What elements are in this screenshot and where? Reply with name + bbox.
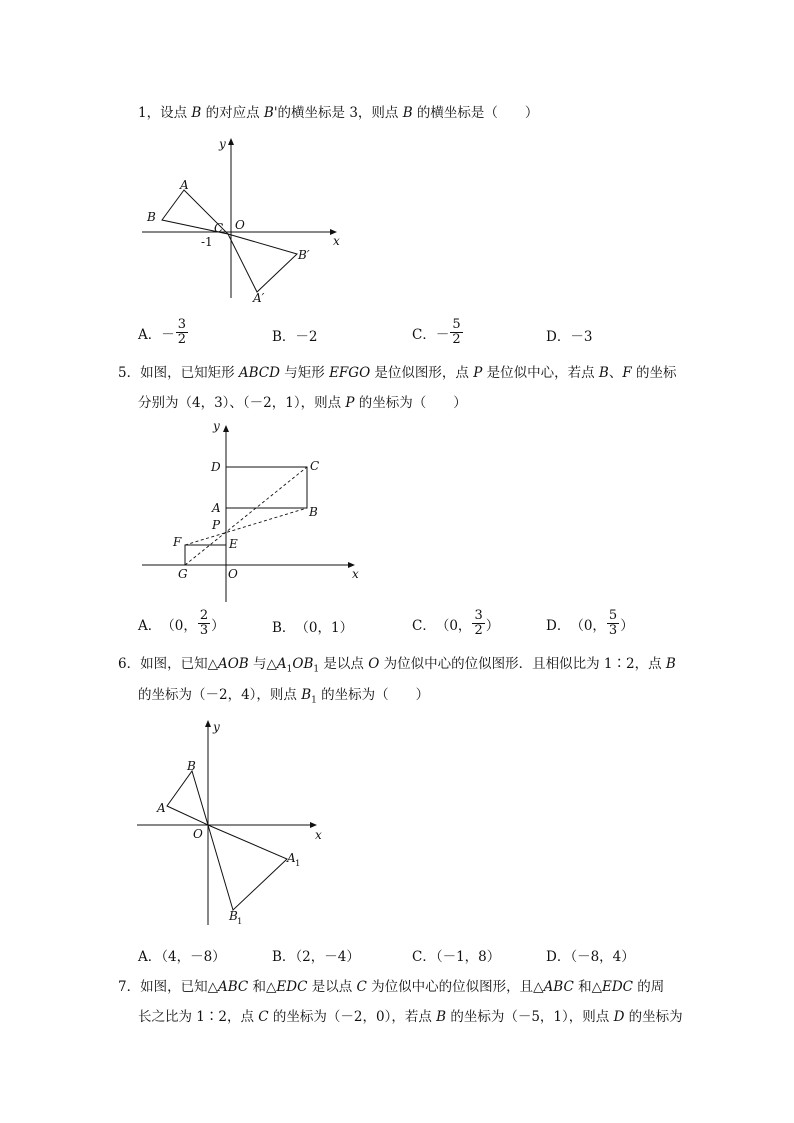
option-value: －3 (570, 329, 593, 345)
q5-text: 分别为（4，3）、（－2，1），则点 (138, 395, 346, 411)
q7-text: 和△ (248, 979, 277, 995)
q1-label-b: B (147, 210, 156, 224)
option-letter: C． (412, 326, 436, 343)
q5-text: 、 (608, 365, 623, 381)
q6-option-d[interactable] (546, 945, 635, 965)
numerator: 3 (177, 317, 187, 332)
q6-label-b1-sub: 1 (237, 917, 243, 927)
q7-stem-line1 (118, 978, 664, 996)
q7-text: 7．如图，已知△ (118, 979, 218, 995)
q6-label-b: B (187, 759, 196, 773)
q6-label-b1: B (229, 909, 238, 923)
q5-var: F (622, 365, 632, 381)
q1-label-neg1: -1 (201, 235, 213, 249)
q5-text: 的坐标为（ ） (354, 395, 467, 411)
denominator: 2 (474, 623, 483, 638)
option-letter: B． (272, 620, 296, 636)
q7-text: 长之比为 1∶2，点 (138, 1009, 259, 1025)
q7-stem-line2 (138, 1008, 683, 1026)
q6-text: 与△ (248, 656, 277, 672)
q6-label-x: x (315, 828, 322, 842)
numerator: 5 (452, 317, 461, 332)
q5-var: EFGO (329, 365, 371, 381)
q5-label-d: D (211, 460, 221, 474)
q1-var: B' (263, 105, 278, 121)
q5-label-x: x (352, 567, 359, 581)
option-value: ） (620, 617, 634, 634)
q6-sub: 1 (286, 664, 293, 675)
option-value: （0， (161, 617, 197, 634)
q5-label-y: y (213, 419, 220, 433)
q1-label-o: O (235, 218, 245, 232)
q6-text: 的坐标为（ ） (316, 687, 430, 703)
q6-label-a1-sub: 1 (295, 859, 301, 869)
q7-var: EDC (602, 979, 634, 995)
option-value: （0， (435, 617, 472, 634)
q5-var: ABCD (238, 365, 280, 381)
q1-label-aprime: A′ (253, 291, 265, 305)
option-sign: － (161, 326, 175, 343)
q1-label-bprime: B′ (298, 248, 310, 262)
option-value: D．（－8，4） (546, 949, 635, 965)
q6-label-o: O (193, 827, 203, 841)
q5-var: P (345, 395, 355, 411)
option-letter: A． (138, 326, 162, 343)
q5-text: 5．如图，已知矩形 (118, 365, 239, 381)
option-sign: － (435, 326, 450, 343)
q6-var: OB (292, 656, 314, 672)
option-letter: B． (272, 329, 296, 345)
q6-y-arrow (205, 720, 211, 727)
option-value: －2 (295, 329, 318, 345)
option-letter: C． (412, 617, 436, 634)
q6-var: O (368, 656, 380, 672)
q7-var: ABC (543, 979, 574, 995)
q1-var: B (402, 105, 413, 121)
q1-var: B (191, 105, 202, 121)
q5-label-c: C (310, 459, 320, 473)
q6-triangle-aob (167, 771, 208, 825)
q6-label-a: A (157, 801, 166, 815)
option-value: ） (211, 617, 225, 634)
numerator: 5 (608, 608, 618, 623)
q5-label-g: G (178, 567, 188, 581)
denominator: 2 (177, 332, 187, 347)
q7-var: C (356, 979, 367, 995)
q6-label-a1: A (287, 851, 296, 865)
q6-var: B (665, 656, 676, 672)
option-value: A．（4，－8） (138, 949, 226, 965)
denominator: 3 (608, 623, 618, 638)
q7-var: ABC (217, 979, 249, 995)
option-value: （0， (570, 617, 606, 634)
option-letter: D． (546, 617, 571, 634)
q1-label-a: A (180, 178, 189, 192)
q6-sub: 1 (311, 695, 317, 706)
option-letter: D． (546, 329, 571, 345)
q7-var: C (258, 1009, 269, 1025)
q7-text: 的坐标为 (624, 1009, 683, 1025)
q5-text: 是位似图形，点 (370, 365, 474, 381)
q7-text: 为位似中心的位似图形，且△ (366, 979, 544, 995)
q7-text: 和△ (573, 979, 602, 995)
q6-text: 的坐标为（－2，4），则点 (138, 687, 302, 703)
q6-triangle-a1ob1 (208, 825, 287, 910)
q1-label-x: x (333, 234, 340, 248)
q6-var: AOB (217, 656, 249, 672)
q6-option-c[interactable] (412, 945, 500, 965)
q1-label-c: C (214, 221, 224, 235)
q5-label-a: A (212, 501, 221, 515)
numerator: 2 (199, 608, 209, 623)
q6-sub: 1 (313, 664, 320, 675)
option-value: ） (485, 617, 500, 634)
q1-label-y: y (219, 137, 226, 151)
q1-text: 1，设点 (138, 105, 192, 121)
q1-text: 的横坐标是（ ） (412, 105, 539, 121)
denominator: 3 (199, 623, 209, 638)
q5-label-o: O (228, 567, 238, 581)
q6-label-y: y (213, 720, 220, 734)
q5-text: 的坐标 (631, 365, 677, 381)
q7-var: D (613, 1009, 625, 1025)
q5-label-f: F (173, 535, 182, 549)
q6-option-a[interactable] (138, 945, 226, 965)
q5-text: 是位似中心，若点 (482, 365, 599, 381)
q6-text: 是以点 (319, 656, 369, 672)
q7-text: 的坐标为（－2，0），若点 (268, 1009, 437, 1025)
q1-text: 的横坐标是 3，则点 (277, 105, 403, 121)
q5-var: B (598, 365, 609, 381)
q1-text: 的对应点 (201, 105, 264, 121)
option-value: C．（－1，8） (412, 949, 501, 965)
q5-label-b: B (309, 505, 318, 519)
q7-text: 是以点 (307, 979, 357, 995)
denominator: 2 (452, 332, 461, 347)
option-letter: A． (138, 617, 162, 634)
q5-label-e: E (229, 537, 238, 551)
q6-var: B (301, 687, 312, 703)
q7-text: 的坐标为（－5，1），则点 (446, 1009, 614, 1025)
q5-label-p: P (212, 518, 221, 532)
q5-text: 与矩形 (279, 365, 330, 381)
q7-var: B (436, 1009, 447, 1025)
q6-text: 为位似中心的位似图形．且相似比为 1∶2，点 (379, 656, 666, 672)
option-value: B．（2，－4） (272, 949, 360, 965)
q7-var: EDC (276, 979, 308, 995)
q6-text: 6．如图，已知△ (118, 656, 218, 672)
q6-var: A (276, 656, 287, 672)
numerator: 3 (474, 608, 483, 623)
q7-text: 的周 (633, 979, 665, 995)
q5-var: P (473, 365, 483, 381)
option-value: （0，1） (295, 620, 354, 636)
q6-option-b[interactable] (272, 945, 360, 965)
